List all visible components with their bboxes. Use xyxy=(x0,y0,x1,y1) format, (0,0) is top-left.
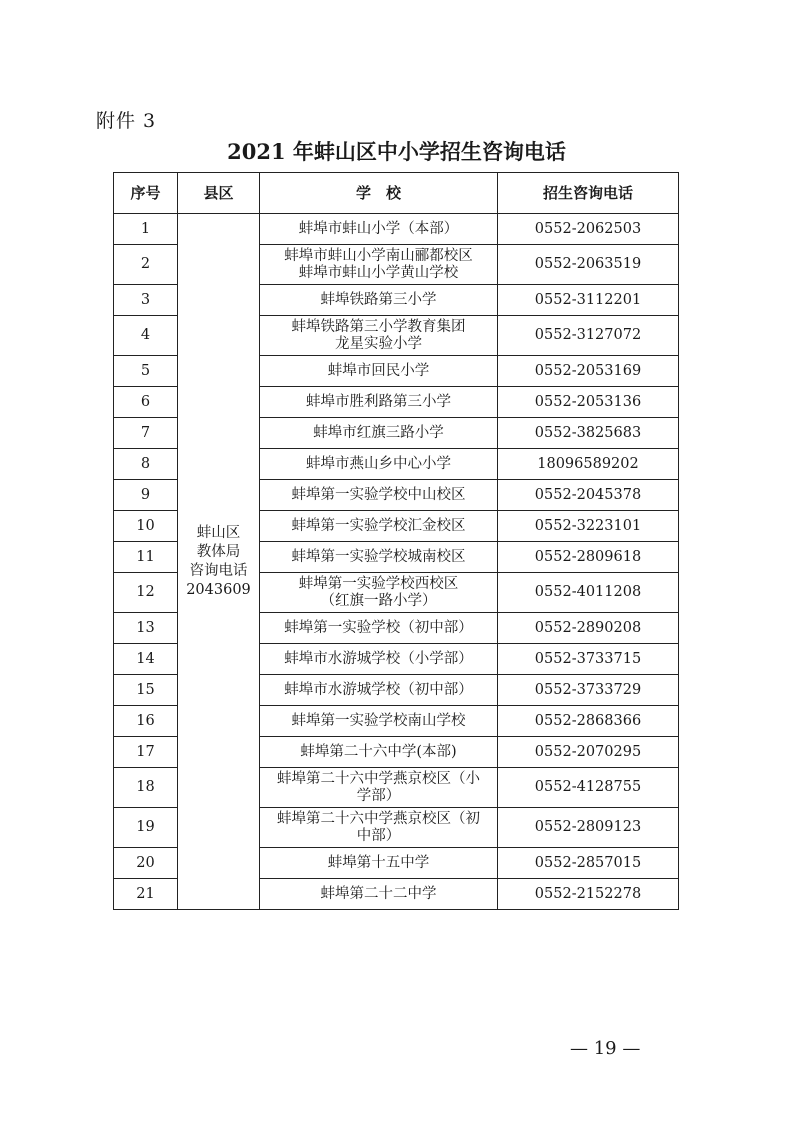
row-number: 2 xyxy=(114,245,178,285)
school-name xyxy=(260,511,498,542)
phone-number: 0552-3733729 xyxy=(498,675,679,706)
row-number: 14 xyxy=(114,644,178,675)
row-number: 21 xyxy=(114,879,178,910)
school-name-line: 蚌埠市蚌山小学黄山学校 xyxy=(298,264,459,281)
school-name-line: 蚌埠市水游城学校（初中部） xyxy=(284,681,473,698)
school-name xyxy=(260,449,498,480)
school-name-line: 蚌埠第一实验学校南山学校 xyxy=(291,712,466,729)
phone-number: 0552-3733715 xyxy=(498,644,679,675)
phone-number: 0552-4011208 xyxy=(498,573,679,613)
district-line: 教体局 xyxy=(196,543,241,560)
row-number: 1 xyxy=(114,214,178,245)
phone-number: 0552-2062503 xyxy=(498,214,679,245)
phone-number: 18096589202 xyxy=(498,449,679,480)
phone-number: 0552-2053169 xyxy=(498,356,679,387)
attachment-label: 附件 3 xyxy=(96,110,157,132)
school-name-line: 蚌埠第二十六中学(本部) xyxy=(300,743,457,760)
school-name-line: 蚌埠铁路第三小学 xyxy=(320,291,437,308)
row-number: 19 xyxy=(114,808,178,848)
district-cell xyxy=(178,214,260,910)
row-number: 5 xyxy=(114,356,178,387)
header-no: 序号 xyxy=(114,173,178,214)
header-school: 学 校 xyxy=(260,173,498,214)
row-number: 4 xyxy=(114,316,178,356)
row-number: 16 xyxy=(114,706,178,737)
school-name xyxy=(260,768,498,808)
school-name-line: 学部） xyxy=(356,787,401,804)
school-name-line: 蚌埠第一实验学校西校区 xyxy=(298,575,459,592)
school-name-line: （红旗一路小学） xyxy=(320,592,437,609)
school-name xyxy=(260,214,498,245)
phone-number: 0552-2890208 xyxy=(498,613,679,644)
school-name-line: 蚌埠第一实验学校（初中部） xyxy=(284,619,473,636)
school-name-line: 蚌埠第一实验学校汇金校区 xyxy=(291,517,466,534)
school-name xyxy=(260,644,498,675)
header-phone: 招生咨询电话 xyxy=(498,173,679,214)
school-name-line: 蚌埠市水游城学校（小学部） xyxy=(284,650,473,667)
phone-number: 0552-2809123 xyxy=(498,808,679,848)
phone-number: 0552-2809618 xyxy=(498,542,679,573)
school-name xyxy=(260,879,498,910)
row-number: 18 xyxy=(114,768,178,808)
school-name-line: 蚌埠第一实验学校中山校区 xyxy=(291,486,466,503)
school-name-line: 龙星实验小学 xyxy=(335,335,422,352)
phone-number: 0552-4128755 xyxy=(498,768,679,808)
school-name xyxy=(260,848,498,879)
row-number: 9 xyxy=(114,480,178,511)
phone-number: 0552-2053136 xyxy=(498,387,679,418)
row-number: 20 xyxy=(114,848,178,879)
school-name xyxy=(260,418,498,449)
school-name-line: 蚌埠第二十六中学燕京校区（小 xyxy=(277,770,480,787)
table-row xyxy=(114,214,679,245)
district-line: 蚌山区 xyxy=(196,524,241,541)
phone-number: 0552-2070295 xyxy=(498,737,679,768)
row-number: 13 xyxy=(114,613,178,644)
row-number: 12 xyxy=(114,573,178,613)
school-name xyxy=(260,387,498,418)
school-name-line: 蚌埠市胜利路第三小学 xyxy=(306,393,451,410)
phone-number: 0552-3825683 xyxy=(498,418,679,449)
school-name xyxy=(260,706,498,737)
school-name-line: 蚌埠第十五中学 xyxy=(327,854,430,871)
school-name xyxy=(260,542,498,573)
row-number: 7 xyxy=(114,418,178,449)
row-number: 8 xyxy=(114,449,178,480)
school-name-line: 蚌埠第一实验学校城南校区 xyxy=(291,548,466,565)
table-body xyxy=(114,214,679,910)
school-name xyxy=(260,808,498,848)
district-line: 咨询电话 xyxy=(189,562,248,579)
phone-number: 0552-2868366 xyxy=(498,706,679,737)
page-title: 2021 年蚌山区中小学招生咨询电话 xyxy=(227,139,566,164)
school-name-line: 蚌埠市蚌山小学（本部） xyxy=(298,220,459,237)
school-name-line: 蚌埠第二十二中学 xyxy=(320,885,437,902)
school-name-line: 中部） xyxy=(356,827,401,844)
page-number: — 19 — xyxy=(570,1038,641,1059)
row-number: 15 xyxy=(114,675,178,706)
row-number: 11 xyxy=(114,542,178,573)
school-name xyxy=(260,316,498,356)
phone-number: 0552-3223101 xyxy=(498,511,679,542)
school-name-line: 蚌埠第二十六中学燕京校区（初 xyxy=(277,810,480,827)
phone-number: 0552-2152278 xyxy=(498,879,679,910)
school-name-line: 蚌埠铁路第三小学教育集团 xyxy=(291,318,466,335)
school-name xyxy=(260,613,498,644)
header-district: 县区 xyxy=(178,173,260,214)
row-number: 17 xyxy=(114,737,178,768)
school-name xyxy=(260,356,498,387)
school-name-line: 蚌埠市蚌山小学南山郦都校区 xyxy=(284,247,473,264)
school-name xyxy=(260,573,498,613)
school-name xyxy=(260,675,498,706)
phone-number: 0552-3112201 xyxy=(498,285,679,316)
enrollment-phone-table xyxy=(113,172,679,910)
school-name-line: 蚌埠市红旗三路小学 xyxy=(313,424,444,441)
school-name xyxy=(260,285,498,316)
school-name-line: 蚌埠市回民小学 xyxy=(327,362,430,379)
row-number: 6 xyxy=(114,387,178,418)
table-header-row xyxy=(114,173,679,214)
district-line: 2043609 xyxy=(186,581,251,598)
row-number: 10 xyxy=(114,511,178,542)
phone-number: 0552-2857015 xyxy=(498,848,679,879)
school-name xyxy=(260,480,498,511)
phone-number: 0552-3127072 xyxy=(498,316,679,356)
phone-number: 0552-2063519 xyxy=(498,245,679,285)
row-number: 3 xyxy=(114,285,178,316)
school-name xyxy=(260,245,498,285)
school-name xyxy=(260,737,498,768)
phone-number: 0552-2045378 xyxy=(498,480,679,511)
school-name-line: 蚌埠市燕山乡中心小学 xyxy=(306,455,451,472)
